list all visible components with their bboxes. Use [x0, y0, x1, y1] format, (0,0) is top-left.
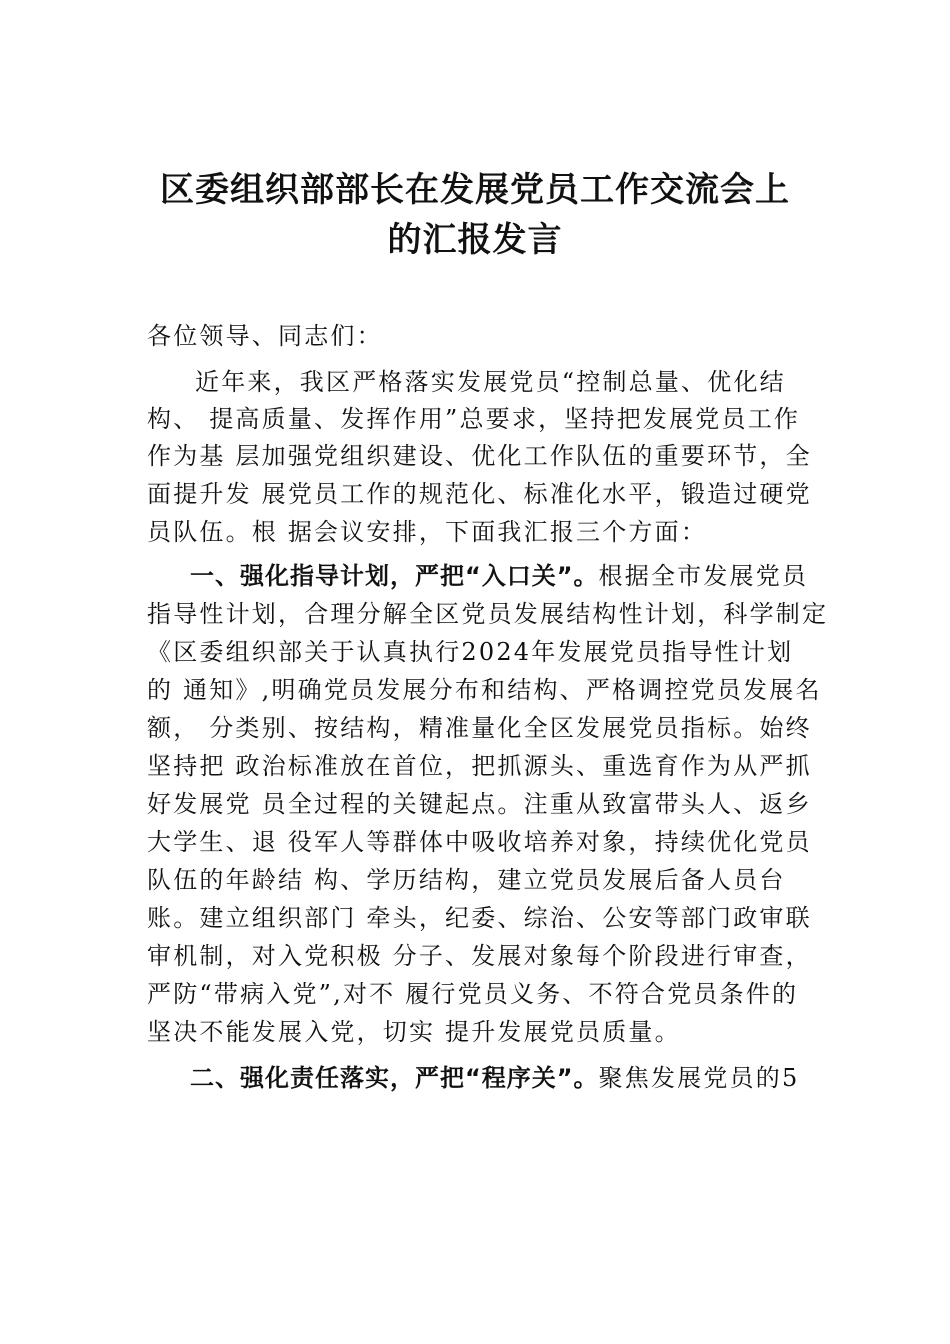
section-1-line-12: 严防“带病入党”,对不 履行党员义务、不符合党员条件的	[147, 980, 799, 1008]
intro-line-5: 员队伍。根 据会议安排，下面我汇报三个方面：	[147, 518, 708, 546]
section-1-line-13: 坚决不能发展入党，切实 提升发展党员质量。	[147, 1018, 681, 1046]
section-1-line-3: 《区委组织部关于认真执行2024年发展党员指导性计划	[147, 638, 794, 666]
section-1-line-10: 账。建立组织部门 牵头，纪委、综治、公安等部门政审联	[147, 904, 812, 932]
section-1-line-7: 好发展党 员全过程的关键起点。注重从致富带头人、返乡	[147, 790, 812, 818]
document-title-line-1: 区委组织部部长在发展党员工作交流会上	[160, 170, 790, 210]
intro-line-3: 作为基 层加强党组织建设、优化工作队伍的重要环节，全	[147, 442, 812, 470]
section-1-first-line-text: 根据全市发展党员	[598, 562, 809, 590]
section-1-line-4: 的 通知》,明确党员发展分布和结构、严格调控党员发展名	[147, 676, 822, 704]
intro-line-1: 近年来，我区严格落实发展党员“控制总量、优化结	[195, 368, 786, 396]
section-2-first-line-text: 聚焦发展党员的5	[598, 1064, 800, 1092]
section-1-line-2: 指导性计划，合理分解全区党员发展结构性计划，科学制定	[147, 600, 829, 628]
intro-line-4: 面提升发 展党员工作的规范化、标准化水平，锻造过硬党	[147, 480, 812, 508]
section-1-line-8: 大学生、退 役军人等群体中吸收培养对象，持续优化党员	[147, 828, 812, 856]
intro-line-2: 构、 提高质量、发挥作用”总要求，坚持把发展党员工作	[147, 405, 801, 433]
section-1-line-11: 审机制，对入党积极 分子、发展对象每个阶段进行审查，	[147, 942, 812, 970]
section-2-heading: 二、强化责任落实，严把“程序关”。	[190, 1064, 599, 1092]
document-title-line-2: 的汇报发言	[387, 220, 563, 260]
section-1-heading: 一、强化指导计划，严把“入口关”。	[190, 562, 599, 590]
section-1-line-6: 坚持把 政治标准放在首位，把抓源头、重选育作为从严抓	[147, 752, 812, 780]
section-1-line-9: 队伍的年龄结 构、学历结构，建立党员发展后备人员台	[147, 866, 786, 894]
section-1-line-5: 额， 分类别、按结构，精准量化全区发展党员指标。始终	[147, 714, 812, 742]
section-2-first-line	[190, 1064, 799, 1092]
section-1-first-line	[190, 562, 808, 590]
salutation: 各位领导、同志们：	[147, 322, 383, 350]
